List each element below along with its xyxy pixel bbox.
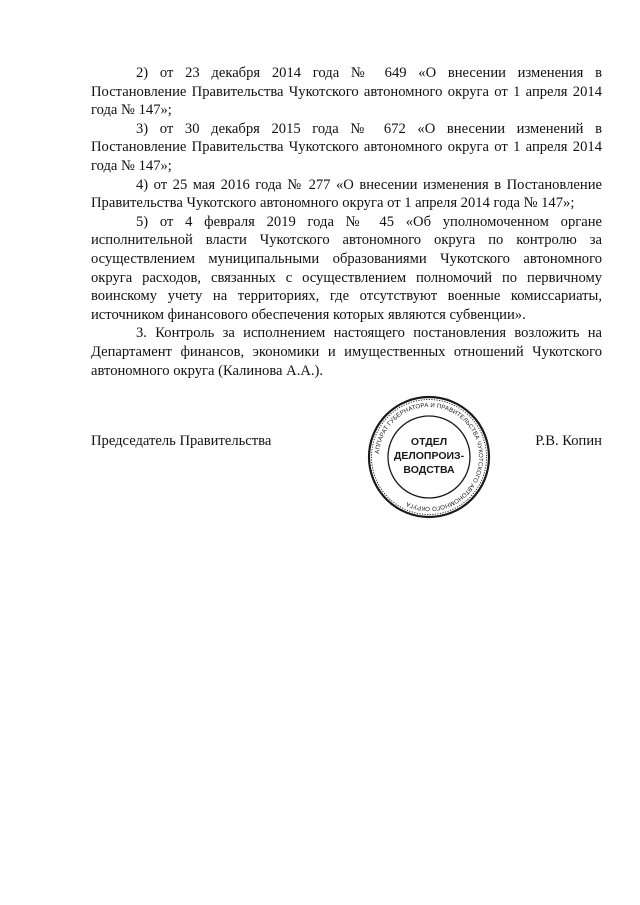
stamp-ring-text: АППАРАТ ГУБЕРНАТОРА И ПРАВИТЕЛЬСТВА ЧУКОТСКОГО АВТОНОМНОГО ОКРУГА (374, 401, 485, 513)
control-clause: 3. Контроль за исполнением настоящего постановления возложить на Департамент финансов, экономики и имущественных отношений Чукотского автономного округа (Калинова А.А.). (91, 325, 602, 379)
signature-block (91, 432, 602, 452)
document-body (91, 64, 602, 380)
signatory-position: Председатель Правительства (91, 433, 272, 449)
list-item-amendment-3: 3) от 30 декабря 2015 года № 672 «О внесении изменений в Постановление Правительства Чукотского автономного округа от 1 апреля 2014 года № 147»; (91, 120, 602, 174)
official-stamp (364, 392, 494, 522)
list-item-amendment-2: 2) от 23 декабря 2014 года № 649 «О внесении изменения в Постановление Правительства Чукотского автономного округа от 1 апреля 2014 года № 147»; (91, 65, 602, 119)
list-item-amendment-5: 5) от 4 февраля 2019 года № 45 «Об уполномоченном органе исполнительной власти Чукотского автономного округа по контролю за осуществлением муниципальными образованиями Чукотского автономного округа расходов, связанных с осуществлением полномочий по первичному воинскому учету на территориях, где отсутствуют военные комиссариаты, источником финансового обеспечения которых являются субвенции». (91, 213, 602, 323)
stamp-center-line-3: ВОДСТВА (403, 464, 455, 476)
stamp-center-line-1: ОТДЕЛ (410, 436, 448, 448)
signatory-name: Р.В. Копин (535, 433, 602, 449)
stamp-graphic (364, 392, 494, 522)
stamp-center-line-2: ДЕЛОПРОИЗ- (393, 450, 465, 462)
list-item-amendment-4: 4) от 25 мая 2016 года № 277 «О внесении изменения в Постановление Правительства Чукотского автономного округа от 1 апреля 2014 года № 147»; (91, 176, 602, 212)
